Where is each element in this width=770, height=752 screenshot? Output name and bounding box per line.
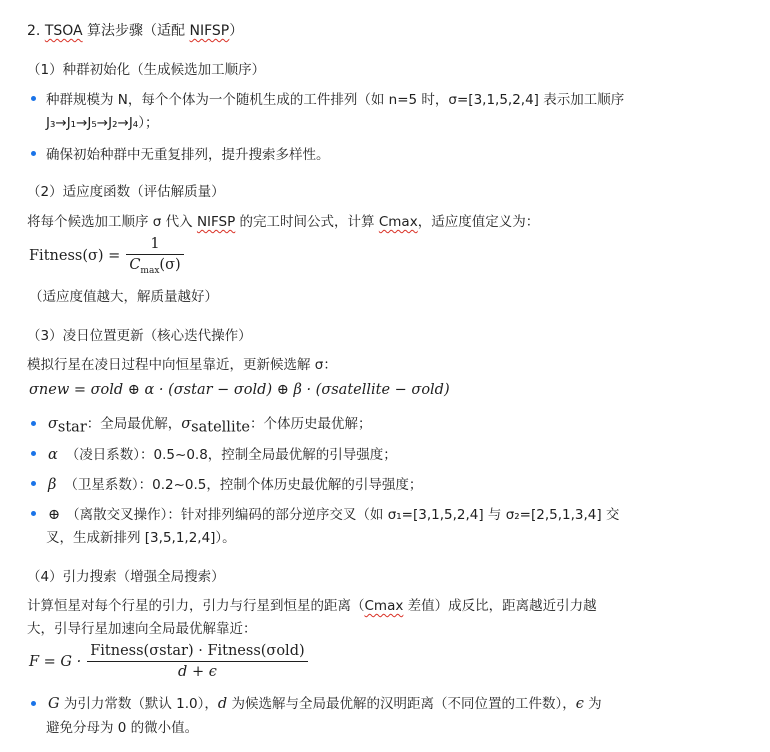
note: （适应度值越大，解质量越好） <box>29 289 218 305</box>
list-item: 种群规模为 N，每个个体为一个随机生成的工件排列（如 n=5 时，σ=[3,1,5,2,4] 表示加工顺序 <box>46 92 625 108</box>
bullet-dot <box>31 151 36 156</box>
spellcheck-word: TSOA <box>44 23 83 39</box>
bullet-dot <box>31 701 36 706</box>
subsection-title-3: （3）凌日位置更新（核心迭代操作） <box>27 328 252 344</box>
fraction-denominator: $C_{max}(\sigma)$ <box>126 254 183 276</box>
paragraph: 将每个候选加工顺序 σ 代入 NIFSP 的完工时间公式，计算 Cmax，适应度值定义为： <box>27 214 540 230</box>
bullet-dot <box>31 421 36 426</box>
list-item: G 为引力常数（默认 1.0），d 为候选解与全局最优解的汉明距离（不同位置的工件数），ϵ 为 <box>48 696 602 712</box>
fraction-numerator: Fitness(σstar) · Fitness(σold) <box>90 643 305 659</box>
bullet-dot <box>31 451 36 456</box>
fitness-formula: Fitness(σ) = $\frac{1}{C_{max}(\sigma)}$ <box>29 236 184 276</box>
spellcheck-word: NIFSP <box>189 23 230 39</box>
bullet-dot <box>31 511 36 516</box>
list-item-continuation: 避免分母为 0 的微小值。 <box>46 720 199 736</box>
list-item: ⊕ （离散交叉操作）：针对排列编码的部分逆序交叉（如 σ₁=[3,1,5,2,4] 与 σ₂=[2,5,1,3,4] 交 <box>48 507 620 523</box>
list-item-continuation: J₃→J₁→J₅→J₂→J₄）； <box>46 115 159 131</box>
spellcheck-word: NIFSP <box>196 214 236 230</box>
list-item: 确保初始种群中无重复排列，提升搜索多样性。 <box>46 147 330 163</box>
list-item: α （凌日系数）：0.5~0.8，控制全局最优解的引导强度； <box>48 447 397 463</box>
subsection-title-4: （4）引力搜索（增强全局搜索） <box>27 569 225 585</box>
bullet-dot <box>31 96 36 101</box>
spellcheck-word: Cmax <box>364 598 404 614</box>
fraction-numerator: 1 <box>150 236 160 252</box>
gravity-formula: F = G · $\frac{\text{Fitness(σstar) · Fitness(σold)}}{d + \epsilon}$ <box>29 643 308 680</box>
fraction-denominator: d + ϵ <box>87 661 307 680</box>
subsection-title-1: （1）种群初始化（生成候选加工顺序） <box>27 62 266 78</box>
bullet-dot <box>31 481 36 486</box>
section-heading: 2. TSOA 算法步骤（适配 NIFSP） <box>27 23 244 39</box>
list-item: $\sigma_{star}$：全局最优解，$\sigma_{satellite}$：个体历史最优解； <box>48 416 372 436</box>
paragraph: 模拟行星在凌日过程中向恒星靠近，更新候选解 σ： <box>27 357 337 373</box>
subsection-title-2: （2）适应度函数（评估解质量） <box>27 184 225 200</box>
update-formula: σnew = σold ⊕ α · (σstar − σold) ⊕ β · (σsatellite − σold) <box>29 382 450 398</box>
paragraph-continuation: 大，引导行星加速向全局最优解靠近： <box>27 621 257 637</box>
list-item-continuation: 叉，生成新排列 [3,5,1,2,4]）。 <box>46 530 236 546</box>
list-item: β （卫星系数）：0.2~0.5，控制个体历史最优解的引导强度； <box>48 477 423 493</box>
spellcheck-word: Cmax <box>378 214 418 230</box>
paragraph: 计算恒星对每个行星的引力，引力与行星到恒星的距离（Cmax 差值）成反比，距离越近引力越 <box>27 598 597 614</box>
